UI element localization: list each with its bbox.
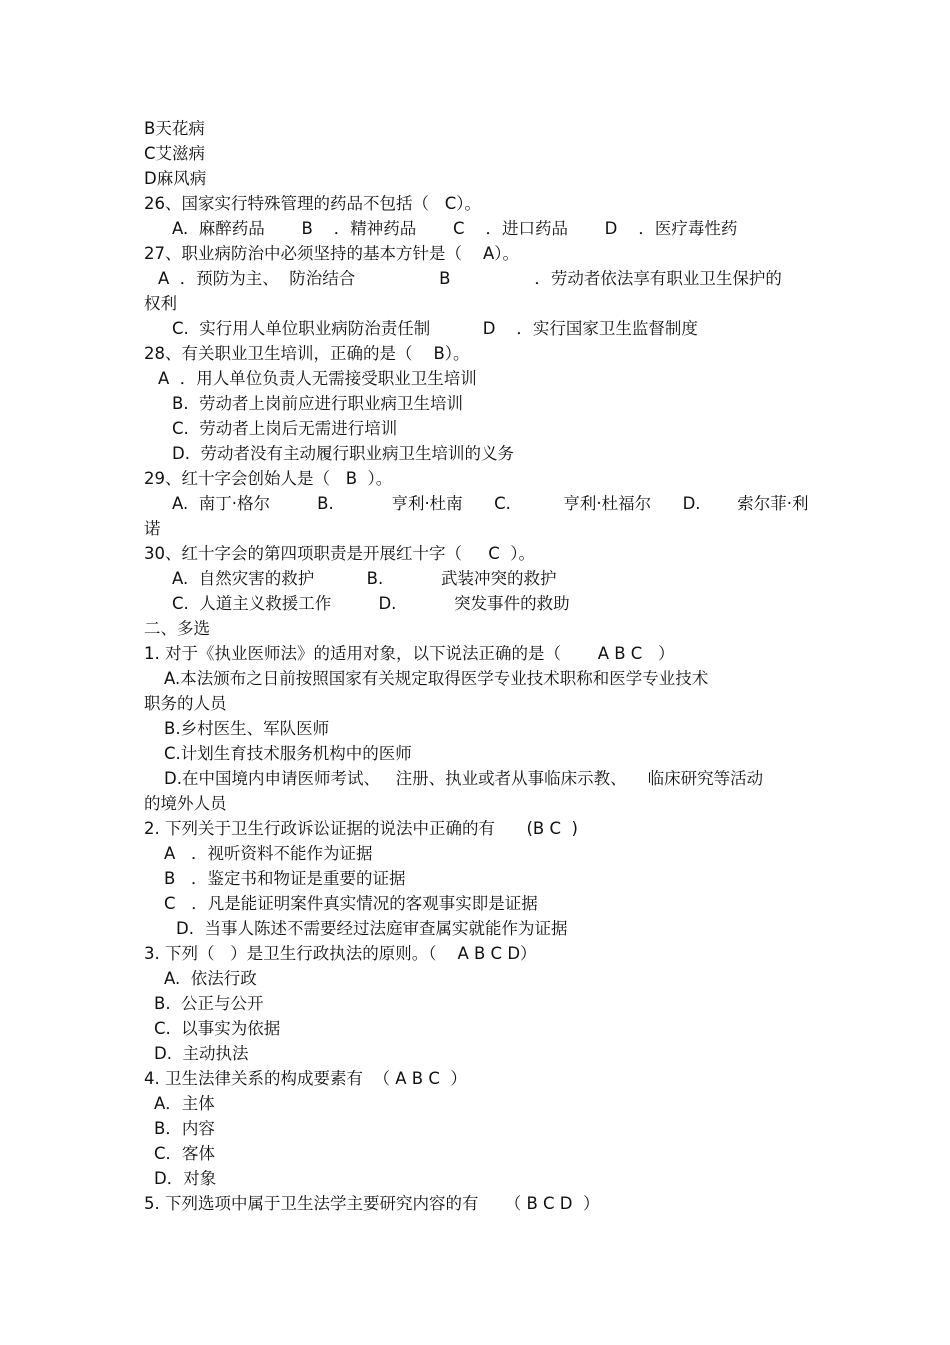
mc-question-1-option-a: A.本法颁布之日前按照国家有关规定取得医学专业技术职称和医学专业技术 (164, 669, 709, 688)
option-c-aids: C艾滋病 (144, 144, 206, 163)
mc-question-1: 1. 对于《执业医师法》的适用对象，以下说法正确的是（ A B C ） (144, 644, 675, 663)
option-d-leprosy: D麻风病 (144, 169, 207, 188)
question-28-option-c: C. 劳动者上岗后无需进行培训 (172, 419, 398, 438)
question-28-option-a: A ．用人单位负责人无需接受职业卫生培训 (158, 369, 477, 388)
question-30-options-ab: A. 自然灾害的救护 B. 武装冲突的救护 (172, 569, 557, 588)
option-b-smallpox: B天花病 (144, 119, 205, 138)
question-28-option-b: B. 劳动者上岗前应进行职业病卫生培训 (172, 394, 464, 413)
mc-question-1-option-b: B.乡村医生、军队医师 (164, 719, 330, 738)
mc-question-2-option-a: A ．视听资料不能作为证据 (164, 844, 373, 863)
mc-question-4-option-d: D．对象 (154, 1169, 217, 1188)
mc-question-3-option-a: A. 依法行政 (164, 969, 257, 988)
question-27-options-cd: C. 实行用人单位职业病防治责任制 D ．实行国家卫生监督制度 (172, 319, 698, 338)
mc-question-5: 5. 下列选项中属于卫生法学主要研究内容的有 （ B C D ） (144, 1194, 600, 1213)
mc-question-3-option-c: C. 以事实为依据 (154, 1019, 281, 1038)
mc-question-4-option-a: A．主体 (154, 1094, 215, 1113)
mc-question-1-option-c: C.计划生育技术服务机构中的医师 (164, 744, 412, 763)
mc-question-2: 2. 下列关于卫生行政诉讼证据的说法中正确的有 (B C ) (144, 819, 578, 838)
question-27: 27、职业病防治中必须坚持的基本方针是（ A）。 (144, 244, 520, 263)
question-27-options-ab-wrap: 权利 (144, 294, 177, 313)
question-28-option-d: D. 劳动者没有主动履行职业病卫生培训的义务 (172, 444, 514, 463)
mc-question-2-option-b: B ．鉴定书和物证是重要的证据 (164, 869, 406, 888)
mc-question-1-option-d: D.在中国境内申请医师考试、 注册、执业或者从事临床示教、 临床研究等活动 (164, 769, 764, 788)
question-29-options: A. 南丁·格尔 B. 亨利·杜南 C. 亨利·杜福尔 D. 索尔菲·利 (172, 494, 809, 513)
section-heading-multiple-choice: 二、多选 (144, 619, 210, 638)
mc-question-2-option-c: C ．凡是能证明案件真实情况的客观事实即是证据 (164, 894, 538, 913)
question-26: 26、国家实行特殊管理的药品不包括（ C）。 (144, 194, 482, 213)
mc-question-4-option-b: B．内容 (154, 1119, 215, 1138)
mc-question-1-option-d-wrap: 的境外人员 (144, 794, 227, 813)
question-26-options: A. 麻醉药品 B ．精神药品 C ．进口药品 D ．医疗毒性药 (172, 219, 738, 238)
mc-question-2-option-d: D. 当事人陈述不需要经过法庭审查属实就能作为证据 (176, 919, 568, 938)
mc-question-4-option-c: C．客体 (154, 1144, 216, 1163)
question-30-options-cd: C. 人道主义救援工作 D. 突发事件的救助 (172, 594, 570, 613)
question-29-options-wrap: 诺 (144, 519, 161, 538)
question-27-options-ab: A ．预防为主、 防治结合 B ．劳动者依法享有职业卫生保护的 (158, 269, 782, 288)
question-29: 29、红十字会创始人是（ B ）。 (144, 469, 393, 488)
mc-question-4: 4. 卫生法律关系的构成要素有 （ A B C ） (144, 1069, 467, 1088)
mc-question-3-option-d: D. 主动执法 (154, 1044, 249, 1063)
mc-question-3: 3. 下列（ ）是卫生行政执法的原则。（ A B C D） (144, 944, 537, 963)
question-30: 30、红十字会的第四项职责是开展红十字（ C ）。 (144, 544, 535, 563)
mc-question-3-option-b: B. 公正与公开 (154, 994, 264, 1013)
mc-question-1-option-a-wrap: 职务的人员 (144, 694, 227, 713)
question-28: 28、有关职业卫生培训，正确的是（ B）。 (144, 344, 470, 363)
